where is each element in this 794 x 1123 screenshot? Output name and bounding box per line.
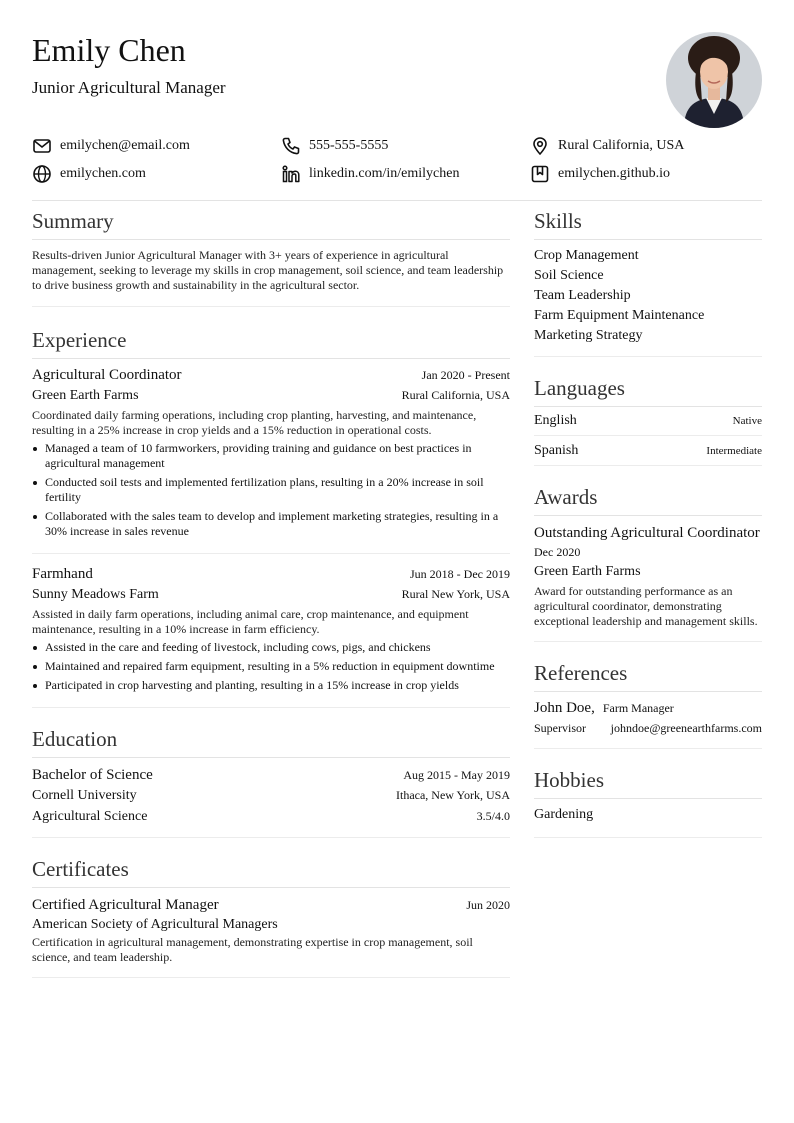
award-title: Outstanding Agricultural Coordinator <box>534 525 760 541</box>
job-description: Coordinated daily farming operations, including crop planting, harvesting, and maintenance, resulting in a 25% increase in crop yields and a 15% reduction in operational costs. <box>32 408 477 437</box>
candidate-name: Emily Chen <box>32 32 186 68</box>
linkedin-icon <box>281 164 301 184</box>
summary-section <box>32 200 510 307</box>
skill-item: Soil Science <box>534 268 604 283</box>
contact-location: Rural California, USA <box>530 136 684 156</box>
hobby-item: Gardening <box>534 807 594 822</box>
certificate-description: Certification in agricultural management, demonstrating expertise in crop management, soil science, and team leadership. <box>32 935 473 964</box>
certificate-issuer: American Society of Agricultural Managers <box>32 917 278 932</box>
languages-section <box>534 367 762 466</box>
reference-relation: Supervisor <box>534 721 586 735</box>
job-title: Junior Agricultural Manager <box>32 78 226 97</box>
job-role: Agricultural Coordinator <box>32 367 182 383</box>
location-icon <box>530 136 550 156</box>
reference-name: John Doe, <box>534 700 595 716</box>
right-column <box>534 200 762 838</box>
contact-email[interactable]: emilychen@email.com <box>32 136 190 156</box>
language-name: Spanish <box>534 442 579 458</box>
job-location: Rural California, USA <box>401 388 510 402</box>
job-bullets <box>32 640 510 693</box>
summary-heading: Summary <box>32 200 510 240</box>
globe-icon <box>32 164 52 184</box>
references-heading: References <box>534 652 762 692</box>
mail-icon <box>32 136 52 156</box>
left-column <box>32 200 510 978</box>
job-location: Rural New York, USA <box>401 587 510 601</box>
skill-item: Team Leadership <box>534 288 631 303</box>
reference-email[interactable]: johndoe@greenearthfarms.com <box>610 721 762 735</box>
award-issuer: Green Earth Farms <box>534 564 641 579</box>
language-level: Intermediate <box>706 444 762 457</box>
hobbies-heading: Hobbies <box>534 759 762 799</box>
job-bullet: Collaborated with the sales team to develop and implement marketing strategies, resulting in a 30% increase in sales revenue <box>32 509 510 539</box>
skills-section <box>534 200 762 357</box>
experience-entry <box>32 554 510 708</box>
gpa: 3.5/4.0 <box>476 809 510 823</box>
field-of-study: Agricultural Science <box>32 809 148 824</box>
school-location: Ithaca, New York, USA <box>396 788 510 802</box>
certificates-heading: Certificates <box>32 848 510 888</box>
job-bullet: Conducted soil tests and implemented fertilization plans, resulting in a 20% increase in soil fertility <box>32 475 510 505</box>
contact-linkedin[interactable]: linkedin.com/in/emilychen <box>281 164 459 184</box>
contact-website[interactable]: emilychen.com <box>32 164 146 184</box>
profile-photo <box>666 32 762 128</box>
skill-item: Farm Equipment Maintenance <box>534 308 705 323</box>
experience-heading: Experience <box>32 319 510 359</box>
job-company: Sunny Meadows Farm <box>32 587 159 602</box>
job-company: Green Earth Farms <box>32 388 139 403</box>
experience-entry <box>32 359 510 554</box>
resume-page <box>32 0 762 1123</box>
certificate-name: Certified Agricultural Manager <box>32 897 219 913</box>
skills-heading: Skills <box>534 200 762 240</box>
job-dates: Jun 2018 - Dec 2019 <box>410 567 510 581</box>
job-bullet: Managed a team of 10 farmworkers, providing training and guidance on best practices in agricultural management <box>32 441 510 471</box>
job-bullets <box>32 441 510 539</box>
references-section <box>534 652 762 749</box>
certificate-date: Jun 2020 <box>466 898 510 912</box>
job-bullet: Assisted in the care and feeding of livestock, including cows, pigs, and chickens <box>32 640 510 655</box>
job-bullet: Maintained and repaired farm equipment, resulting in a 5% reduction in equipment downtime <box>32 659 510 674</box>
contact-phone[interactable]: 555-555-5555 <box>281 136 388 156</box>
job-description: Assisted in daily farm operations, including animal care, crop maintenance, and equipment maintenance, resulting in a 10% increase in farm efficiency. <box>32 607 469 636</box>
reference-role: Farm Manager <box>602 701 674 715</box>
education-dates: Aug 2015 - May 2019 <box>403 768 510 782</box>
experience-section <box>32 319 510 708</box>
degree: Bachelor of Science <box>32 767 153 783</box>
school: Cornell University <box>32 788 137 803</box>
job-bullet: Participated in crop harvesting and planting, resulting in a 15% increase in crop yields <box>32 678 510 693</box>
language-row <box>534 407 762 436</box>
job-role: Farmhand <box>32 566 93 582</box>
award-description: Award for outstanding performance as an agricultural coordinator, demonstrating exceptional leadership and management skills. <box>534 584 758 628</box>
education-heading: Education <box>32 718 510 758</box>
languages-heading: Languages <box>534 367 762 407</box>
job-dates: Jan 2020 - Present <box>421 368 510 382</box>
education-section <box>32 718 510 838</box>
language-name: English <box>534 413 577 428</box>
skill-item: Crop Management <box>534 248 639 263</box>
contact-portfolio[interactable]: emilychen.github.io <box>530 164 670 184</box>
awards-heading: Awards <box>534 476 762 516</box>
certificates-section <box>32 848 510 978</box>
skill-item: Marketing Strategy <box>534 328 643 343</box>
summary-text: Results-driven Junior Agricultural Manager with 3+ years of experience in agricultural management, seeking to leverage my skills in crop management, soil science, and team leadership to drive business growth and sustainability in the agricultural sector. <box>32 248 504 292</box>
language-level: Native <box>732 415 762 427</box>
awards-section <box>534 476 762 642</box>
bookmark-icon <box>530 164 550 184</box>
hobbies-section <box>534 759 762 838</box>
phone-icon <box>281 136 301 156</box>
language-row <box>534 436 762 465</box>
award-date: Dec 2020 <box>534 545 581 559</box>
